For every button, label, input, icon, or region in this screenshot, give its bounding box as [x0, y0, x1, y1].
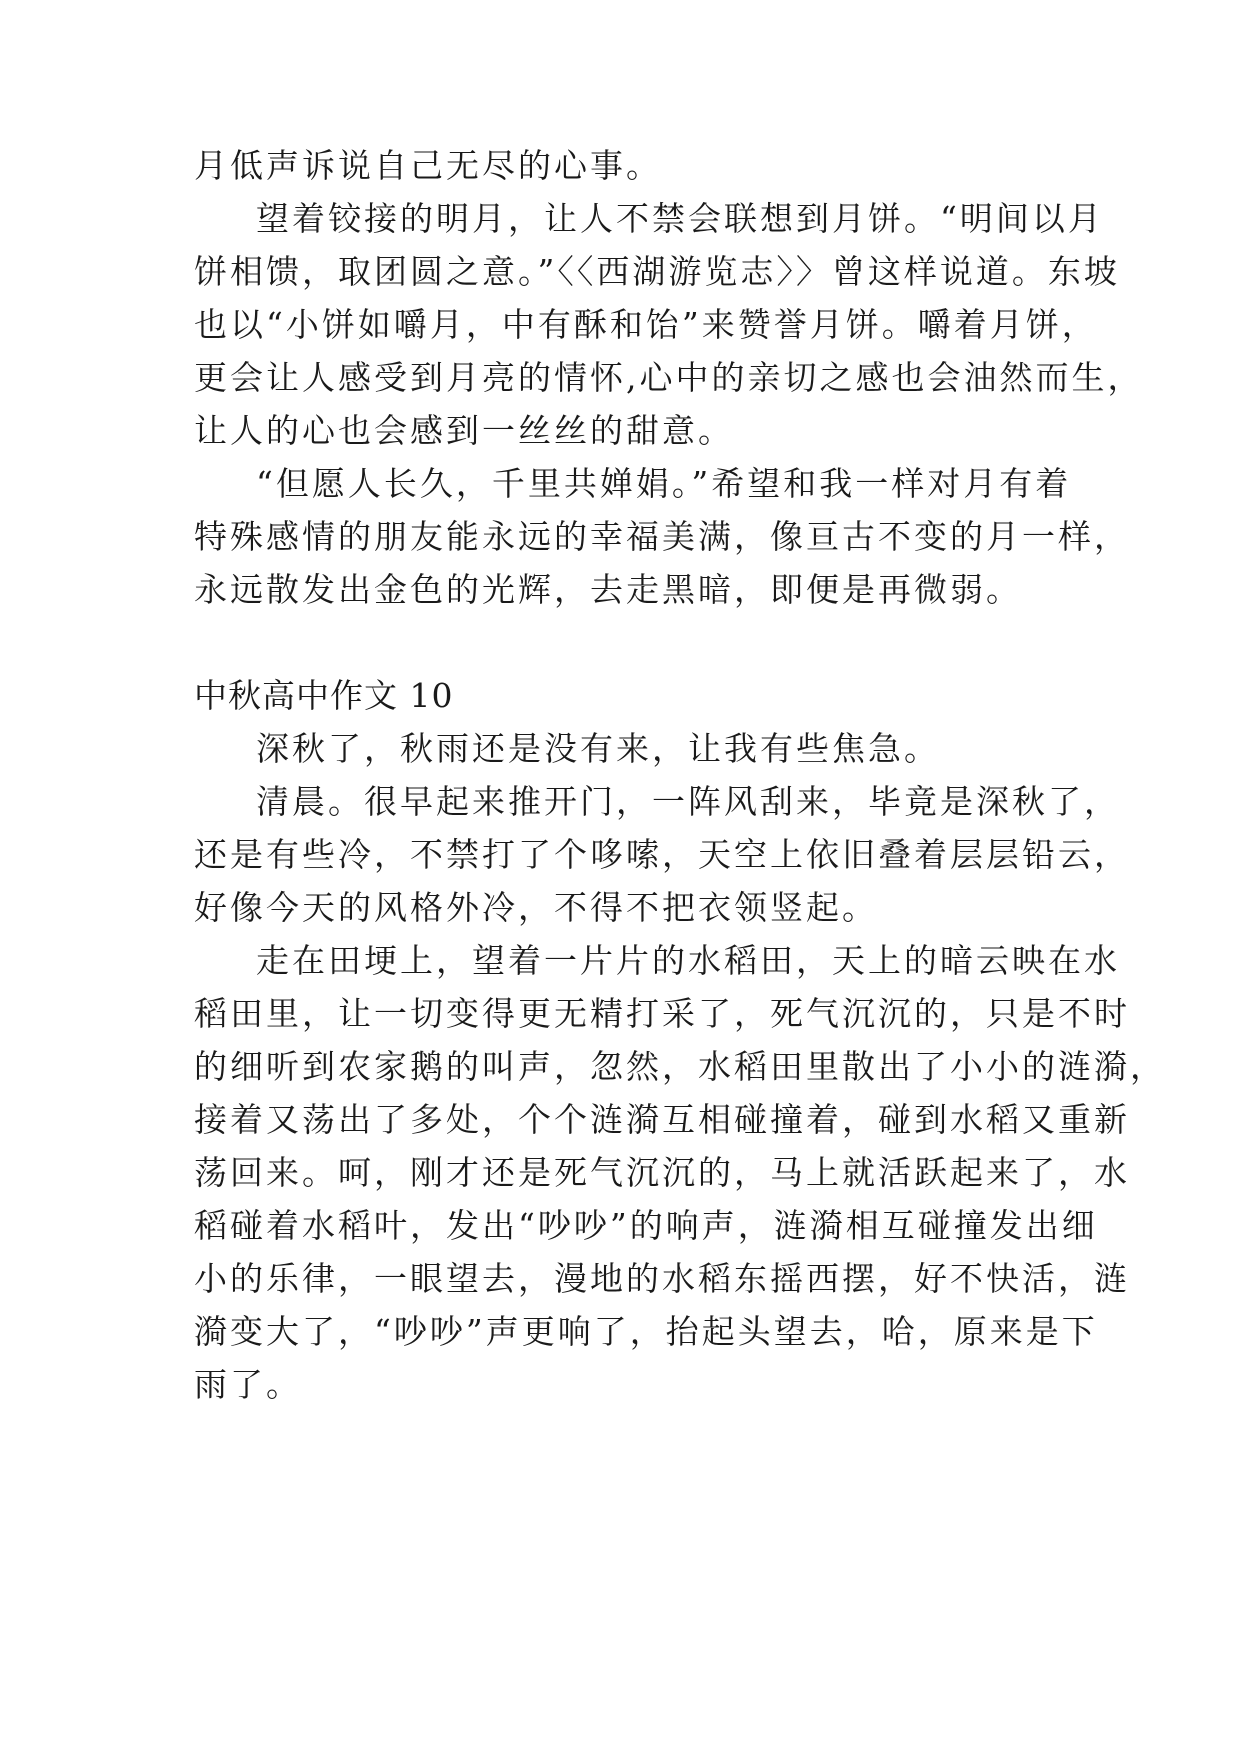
paragraph-line: 特殊感情的朋友能永远的幸福美满，像亘古不变的月一样， [194, 517, 1130, 556]
paragraph-line: 深秋了，秋雨还是没有来，让我有些焦急。 [256, 729, 940, 768]
paragraph-line: 漪变大了，“吵吵”声更响了，抬起头望去，哈，原来是下 [194, 1312, 1098, 1351]
paragraph-line: 也以“小饼如嚼月，中有酥和饴”来赞誉月饼。嚼着月饼， [194, 305, 1098, 344]
section-title: 中秋高中作文 10 [194, 676, 454, 715]
paragraph-line: 好像今天的风格外冷，不得不把衣领竖起。 [194, 888, 878, 927]
paragraph-line: 望着铰接的明月，让人不禁会联想到月饼。“明间以月 [256, 199, 1104, 238]
paragraph-line: 更会让人感受到月亮的情怀,心中的亲切之感也会油然而生， [194, 358, 1144, 397]
paragraph-line: 稻碰着水稻叶，发出“吵吵”的响声，涟漪相互碰撞发出细 [194, 1206, 1098, 1245]
paragraph-line: “但愿人长久，千里共婵娟。”希望和我一样对月有着 [256, 464, 1072, 503]
paragraph-line: 让人的心也会感到一丝丝的甜意。 [194, 411, 734, 450]
paragraph-line: 饼相馈，取团圆之意。”〈〈西湖游览志〉〉曾这样说道。东坡 [194, 252, 1120, 291]
paragraph-line: 雨了。 [194, 1365, 302, 1404]
paragraph-line: 走在田埂上，望着一片片的水稻田，天上的暗云映在水 [256, 941, 1120, 980]
paragraph-line: 接着又荡出了多处，个个涟漪互相碰撞着，碰到水稻又重新 [194, 1100, 1130, 1139]
paragraph-line: 的细听到农家鹅的叫声，忽然，水稻田里散出了小小的涟漪， [194, 1047, 1166, 1086]
paragraph-line: 清晨。很早起来推开门，一阵风刮来，毕竟是深秋了， [256, 782, 1120, 821]
paragraph-line: 永远散发出金色的光辉，去走黑暗，即便是再微弱。 [194, 570, 1022, 609]
paragraph-line: 还是有些冷，不禁打了个哆嗦，天空上依旧叠着层层铅云， [194, 835, 1130, 874]
paragraph-line: 稻田里，让一切变得更无精打采了，死气沉沉的，只是不时 [194, 994, 1130, 1033]
paragraph-line: 小的乐律，一眼望去，漫地的水稻东摇西摆，好不快活，涟 [194, 1259, 1130, 1298]
paragraph-line: 荡回来。呵，刚才还是死气沉沉的，马上就活跃起来了，水 [194, 1153, 1130, 1192]
paragraph-line: 月低声诉说自己无尽的心事。 [194, 146, 662, 185]
